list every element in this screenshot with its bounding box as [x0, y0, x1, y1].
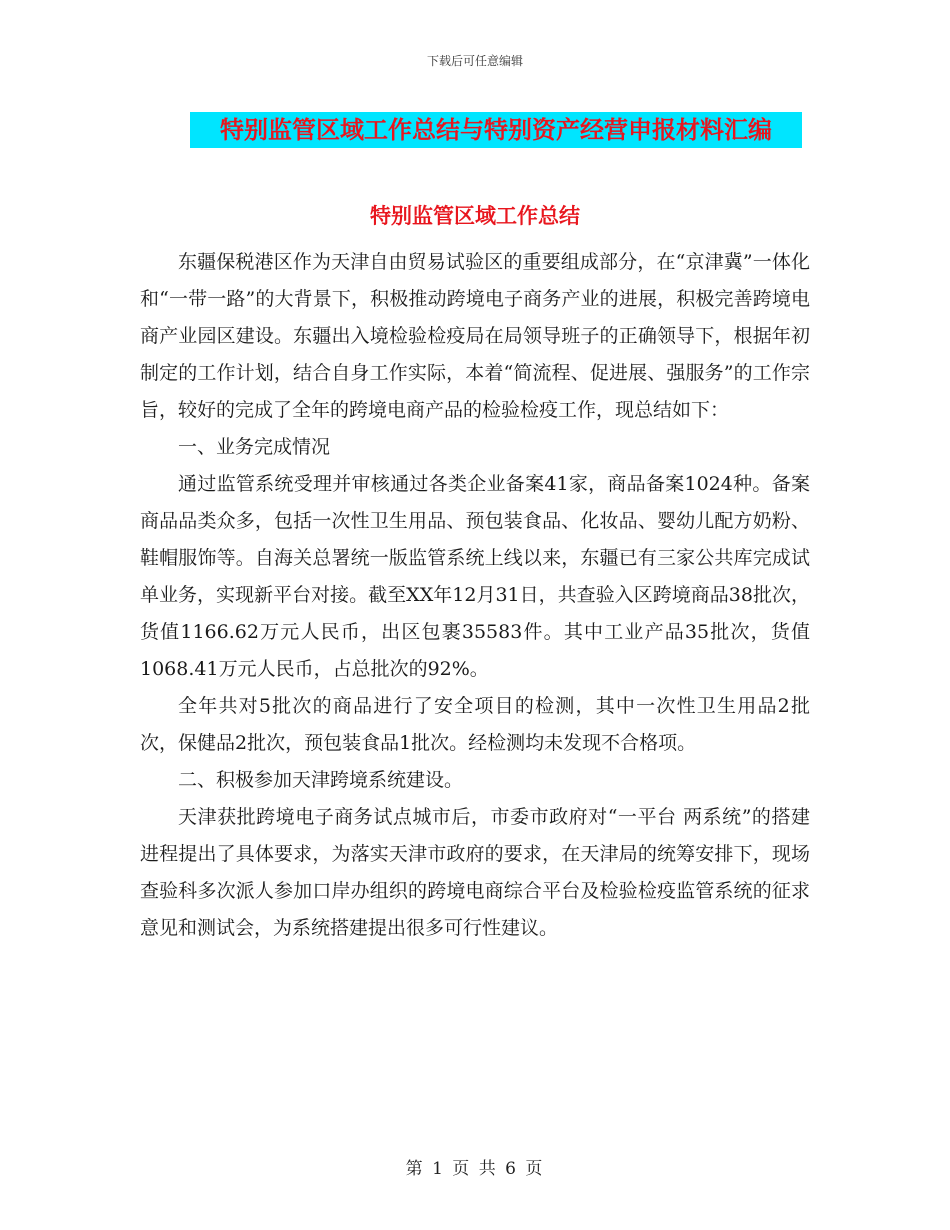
- main-title-highlight: [190, 112, 802, 148]
- header-note: 下载后可任意编辑: [426, 54, 523, 68]
- paragraph-intro: 东疆保税港区作为天津自由贸易试验区的重要组成部分，在“京津冀”一体化和“一带一路”的大背景下，积极推动跨境电子商务产业的进展，积极完善跨境电商产业园区建设。东疆出入境检验检疫局在局领导班子的正确领导下，根据年初制定的工作计划，结合自身工作实际，本着“简流程、促进展、强服务”的工作宗旨，较好的完成了全年的跨境电商产品的检验检疫工作，现总结如下：: [140, 251, 810, 421]
- heading-system-construction: 二、积极参加天津跨境系统建设。: [178, 769, 464, 791]
- main-title: 特别监管区域工作总结与特别资产经营申报材料汇编: [220, 116, 772, 144]
- paragraph-system-construction: 天津获批跨境电子商务试点城市后，市委市政府对“一平台 两系统”的搭建进程提出了具体要求，为落实天津市政府的要求，在天津局的统筹安排下，现场查验科多次派人参加口岸办组织的跨境电商综合平台及检验检疫监管系统的征求意见和测试会，为系统搭建提出很多可行性建议。: [140, 806, 810, 939]
- document-body: [140, 244, 810, 947]
- paragraph-business-stats: 通过监管系统受理并审核通过各类企业备案41家，商品备案1024种。备案商品品类众多，包括一次性卫生用品、预包装食品、化妆品、婴幼儿配方奶粉、鞋帽服饰等。自海关总署统一版监管系统上线以来，东疆已有三家公共库完成试单业务，实现新平台对接。截至XX年12月31日，共查验入区跨境商品38批次，货值1166.62万元人民币，出区包裹35583件。其中工业产品35批次，货值1068.41万元人民币，占总批次的92%。: [140, 473, 810, 680]
- section-title: 特别监管区域工作总结: [370, 204, 580, 228]
- paragraph-safety-testing: 全年共对5批次的商品进行了安全项目的检测，其中一次性卫生用品2批次，保健品2批次，预包装食品1批次。经检测均未发现不合格项。: [140, 695, 810, 754]
- page-footer: 第 1 页 共 6 页: [405, 1159, 545, 1179]
- heading-business-completion: 一、业务完成情况: [178, 436, 331, 458]
